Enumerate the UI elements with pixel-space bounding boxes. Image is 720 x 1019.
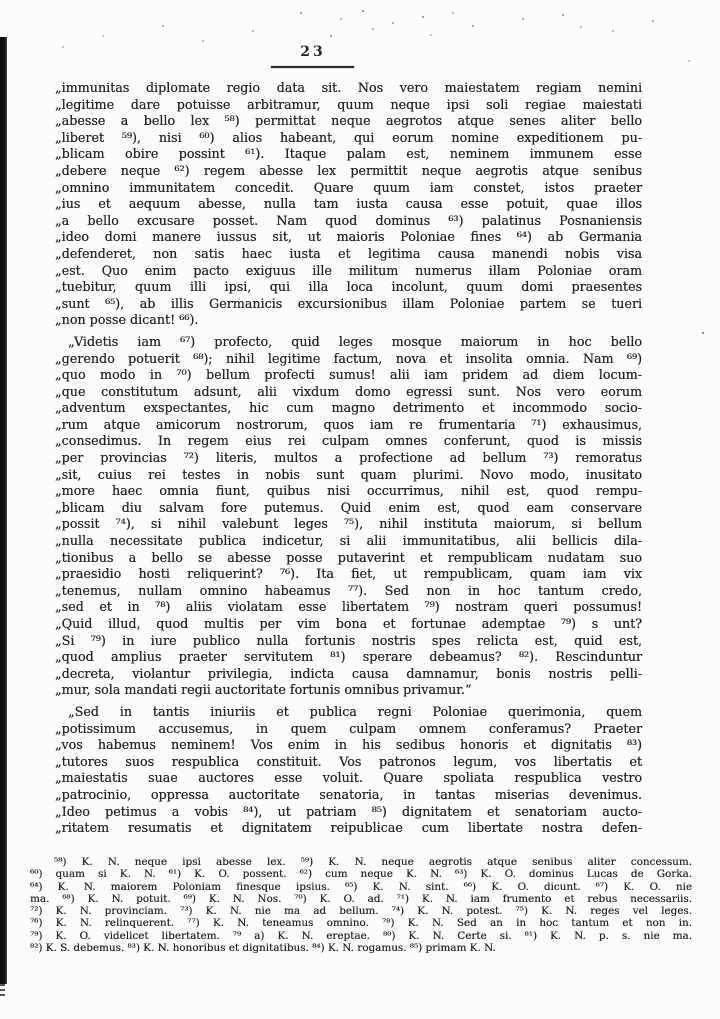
body-text-line: „ius et aequum abesse, nulla tam iusta causa esse potuit, quae illos [55, 196, 642, 212]
body-text-line: „defenderet, non satis haec iusta et legitima causa manendi nobis visa [55, 245, 642, 261]
body-text-line: „est. Quo enim pacto exiguus ille militum numerus illam Poloniae oram [55, 262, 642, 278]
page-number-underline [271, 66, 354, 68]
body-text-line: „tutores suos respublica constituit. Vos patronos legum, vos libertatis et [55, 753, 642, 769]
footnotes-block [30, 856, 692, 954]
footnote-line: ⁶⁴) K. N. maiorem Poloniam finesque ipsius. ⁶⁵) K. N. sint. ⁶⁶) K. O. dicunt. ⁶⁷) K. O. nie [30, 880, 692, 893]
body-text-line: „Sed in tantis iniuriis et publica regni Poloniae querimonia, quem [68, 703, 642, 719]
main-text-block [55, 80, 642, 837]
body-text-line: „sed et in ⁷⁸) aliis violatam esse libertatem ⁷⁹) nostram queri possumus! [55, 599, 642, 615]
body-text-line: „decreta, violantur privilegia, indicta causa damnamur, bonis nostris pelli- [55, 665, 642, 681]
body-text-line: „legitime dare potuisse arbitramur, quum neque ipsi soli regiae maiestati [55, 96, 642, 112]
body-text-line: „gerendo potuerit ⁶⁸); nihil legitime factum, nova et insolita omnia. Nam ⁶⁹) [55, 350, 642, 366]
body-text-line: „liberet ⁵⁹), nisi ⁶⁰) alios habeant, qui eorum nomine expeditionem pu- [55, 129, 642, 145]
body-text-line: „Si ⁷⁹) in iure publico nulla fortunis nostris spes relicta est, quid est, [55, 632, 642, 648]
footnote-line: ⁷²) K. N. provinciam. ⁷³) K. N. nie ma ad bellum. ⁷⁴) K. N. potest. ⁷⁵) K. N. reges vel leges. [30, 905, 692, 918]
body-text-line: „ideo domi manere iussus sit, ut maioris Poloniae fines ⁶⁴) ab Germania [55, 229, 642, 245]
body-text-line: „abesse a bello lex ⁵⁸) permittat neque aegrotos atque senes aliter bello [55, 113, 642, 129]
body-text-line: „a bello excusare posset. Nam quod dominus ⁶³) palatinus Posnaniensis [55, 212, 642, 228]
body-text-line: „more haec omnia fiunt, quibus nisi occurrimus, nihil est, quod rempu- [55, 483, 642, 499]
body-text-line: „rum atque amicorum nostrorum, quos iam re frumentaria ⁷¹) exhausimus, [55, 416, 642, 432]
body-text-line: „Quid illud, quod multis per vim bona et fortunae ademptae ⁷⁹) s unt? [55, 616, 642, 631]
page-number: 23 [300, 44, 326, 60]
paragraph-3 [55, 704, 642, 837]
body-text-line: „nulla necessitate publica indicetur, si alii immunitatibus, alii bellicis dila- [55, 533, 642, 549]
footnote-line: ⁶⁰) quam si K. N. ⁶¹) K. O. possent. ⁶²) cum neque K. N. ⁶³) K. O. dominus Lucas de Gorka. [30, 868, 692, 881]
scan-noise-speckles [0, 0, 2, 2]
body-text-line: „possit ⁷⁴), si nihil valebunt leges ⁷⁵), nihil instituta maiorum, si bellum [55, 516, 642, 532]
body-text-line: „praesidio hosti reliquerint? ⁷⁶). Ita fiet, ut rempublicam, quam iam vix [55, 566, 642, 582]
footnote-line: ⁷⁶) K. N. relinquerent. ⁷⁷) K. N. teneamus omnino. ⁷⁸) K. N. Sed an in hoc tantum et non in. [30, 917, 692, 930]
body-text-line: „potissimum accusemus, in quem culpam omnem conferamus? Praeter [55, 720, 642, 736]
body-text-line: „non posse dicant! ⁶⁶). [55, 312, 199, 328]
body-text-line: „sit, cuius rei testes in nobis sunt quam plurimi. Novo modo, inusitato [55, 466, 642, 482]
body-text-line: „blicam diu salvam fore putemus. Quid enim est, quod eam conservare [55, 499, 642, 515]
binding-shadow-bar [0, 37, 7, 984]
paragraph-1 [55, 80, 642, 329]
body-text-line: „vos habemus neminem! Vos enim in his sedibus honoris et dignitatis ⁸³) [55, 737, 642, 753]
body-text-line: „quod amplius praeter servitutem ⁸¹) sperare debeamus? ⁸²). Rescinduntur [55, 649, 642, 665]
body-text-line: „maiestatis suae auctores esse voluit. Quare spoliata respublica vestro [55, 770, 642, 786]
footnote-line: ⁷⁹) K. O. videlicet libertatem. ⁷⁹ a) K. N. ereptae. ⁸⁰) K. N. Certe si. ⁸¹) K. N. p. s. nie ma. [30, 929, 692, 942]
body-text-line: „debere neque ⁶²) regem abesse lex permittit neque aegrotis atque senibus [55, 162, 642, 178]
body-text-line: „quo modo in ⁷⁰) bellum profecti sumus! alii iam pridem ad diem locum- [55, 367, 642, 383]
paragraph-2 [55, 334, 642, 699]
body-text-line: „omnino immunitatem concedit. Quare quum iam constet, istos praeter [55, 179, 642, 195]
body-text-line: „per provincias ⁷²) literis, multos a profectione ad bellum ⁷³) remoratus [55, 450, 642, 466]
body-text-line: „immunitas diplomate regio data sit. Nos vero maiestatem regiam nemini [55, 80, 642, 95]
footnote-line: ⁵⁸) K. N. neque ipsi abesse lex. ⁵⁹) K. N. neque aegrotis atque senibus aliter concessum. [54, 856, 692, 868]
body-text-line: „sunt ⁶⁵), ab illis Germanicis excursionibus illam Poloniae partem se tueri [55, 295, 642, 311]
body-text-line: „ritatem resumatis et dignitatem reipublicae cum libertate nostra defen- [55, 820, 642, 836]
body-text-line: „tuebitur, quum illi ipsi, qui illa loca incolunt, quum domi praesentes [55, 279, 642, 295]
body-text-line: „tionibus a bello se abesse posse putaverint et rempublicam nudatam suo [55, 549, 642, 565]
body-text-line: „patrocinio, oppressa auctoritate senatoria, in tantas miserias devenimus. [55, 786, 642, 802]
body-text-line: „que constitutum adsunt, alii vixdum domo egressi sunt. Nos vero eorum [55, 383, 642, 399]
body-text-line: „Ideo petimus a vobis ⁸⁴), ut patriam ⁸⁵) dignitatem et senatoriam aucto- [55, 803, 642, 819]
body-text-line: „adventum exspectantes, hic cum magno detrimento et incommodo socio- [55, 400, 642, 416]
body-text-line: „consedimus. In regem eius rei culpam omnes conferunt, quod is missis [55, 433, 642, 449]
footnote-line: ma. ⁶⁸) K. N. potuit. ⁶⁹) K. N. Nos. ⁷⁰) K. O. ad. ⁷¹) K. N. iam frumento et rebus necessariis. [30, 892, 692, 905]
body-text-line: „tenemus, nullam omnino habeamus ⁷⁷). Sed non in hoc tantum credo, [55, 582, 642, 598]
footnote-line: ⁸²) K. S. debemus. ⁸³) K. N. honoribus et dignitatibus. ⁸⁴) K. N. rogamus. ⁸⁵) primam K. N. [30, 942, 496, 955]
body-text-line: „mur, sola mandati regii auctoritate fortunis omnibus privamur.“ [55, 682, 472, 698]
body-text-line: „Videtis iam ⁶⁷) profecto, quid leges mosque maiorum in hoc bello [68, 333, 642, 349]
body-text-line: „blicam obire possint ⁶¹). Itaque palam est, neminem immunem esse [55, 146, 642, 162]
